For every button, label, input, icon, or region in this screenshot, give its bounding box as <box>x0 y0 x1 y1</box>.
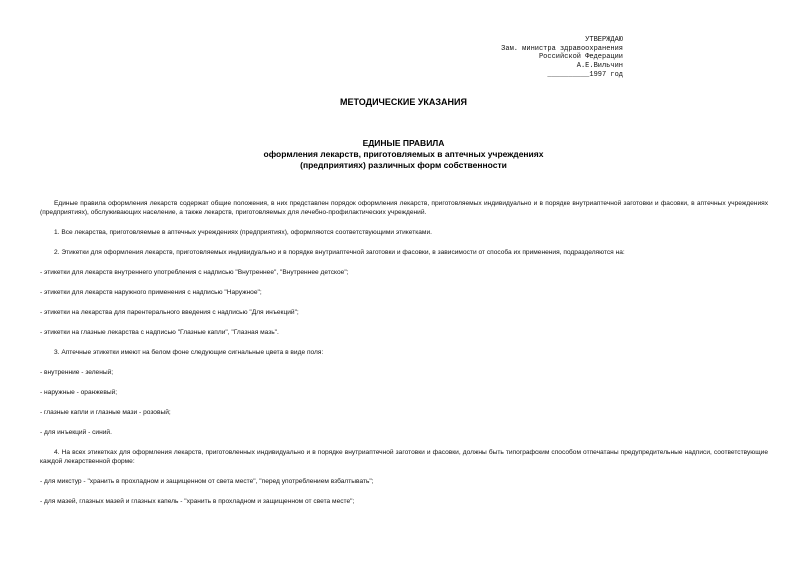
list-item: - этикетки на глазные лекарства с надписью "Глазные капли", "Глазная мазь". <box>40 329 279 336</box>
approval-line: Зам. министра здравоохранения <box>501 44 623 53</box>
list-item: - этикетки для лекарств внутреннего употребления с надписью "Внутреннее", "Внутреннее детское"; <box>40 269 349 276</box>
document-type-heading: МЕТОДИЧЕСКИЕ УКАЗАНИЯ <box>340 97 467 107</box>
approval-block <box>501 36 623 80</box>
title-line: оформления лекарств, приготовляемых в аптечных учреждениях <box>263 149 544 159</box>
paragraph-2: 2. Этикетки для оформления лекарств, приготовляемых индивидуально и в порядке внутриаптечной заготовки и фасовки, в зависимости от способа их применения, подразделяются на: <box>54 249 625 256</box>
paragraph-1: 1. Все лекарства, приготовляемые в аптечных учреждениях (предприятиях), оформляются соответствующими этикетками. <box>54 229 432 236</box>
title-line: ЕДИНЫЕ ПРАВИЛА <box>362 138 445 148</box>
list-item: - глазные капли и глазные мази - розовый; <box>40 409 171 416</box>
approval-line: Российской Федерации <box>538 53 623 62</box>
title-line: (предприятиях) различных форм собственности <box>300 160 507 170</box>
paragraph-4: 4. На всех этикетках для оформления лекарств, приготовленных индивидуально и в порядке внутриаптечной заготовки и фасовки, должны быть типографским способом отпечатаны предупредительные надписи, соответствующие каждой лекарственной форме: <box>40 449 768 465</box>
approval-line: __________1997 год <box>547 70 623 79</box>
approval-line: УТВЕРЖДАЮ <box>585 36 623 44</box>
list-item: - для мазей, глазных мазей и глазных капель - "хранить в прохладном и защищенном от света месте"; <box>40 498 355 505</box>
paragraph-3: 3. Аптечные этикетки имеют на белом фоне следующие сигнальные цвета в виде поля: <box>54 349 324 356</box>
document-body <box>40 199 768 506</box>
intro-paragraph: Единые правила оформления лекарств содержат общие положения, в них представлен порядок оформления лекарств, приготовляемых индивидуально и в порядке внутриаптечной заготовки и фасовки, в аптечных учреждениях (предприятиях), обслуживающих население, а также лекарств, приготовляемых для лечебно-профилактических учреждений. <box>40 200 768 216</box>
list-item: - наружные - оранжевый; <box>40 389 118 396</box>
approval-line: А.Е.Вильчин <box>576 62 623 71</box>
list-item: - этикетки для лекарств наружного применения с надписью "Наружное"; <box>40 289 262 296</box>
list-item: - этикетки на лекарства для парентерального введения с надписью "Для инъекций"; <box>40 309 299 316</box>
document-title <box>0 138 807 171</box>
list-item: - для микстур - "хранить в прохладном и защищенном от света месте", "перед употреблением взбалтывать"; <box>40 478 374 485</box>
list-item: - внутренние - зеленый; <box>40 369 114 376</box>
list-item: - для инъекций - синий. <box>40 429 112 436</box>
